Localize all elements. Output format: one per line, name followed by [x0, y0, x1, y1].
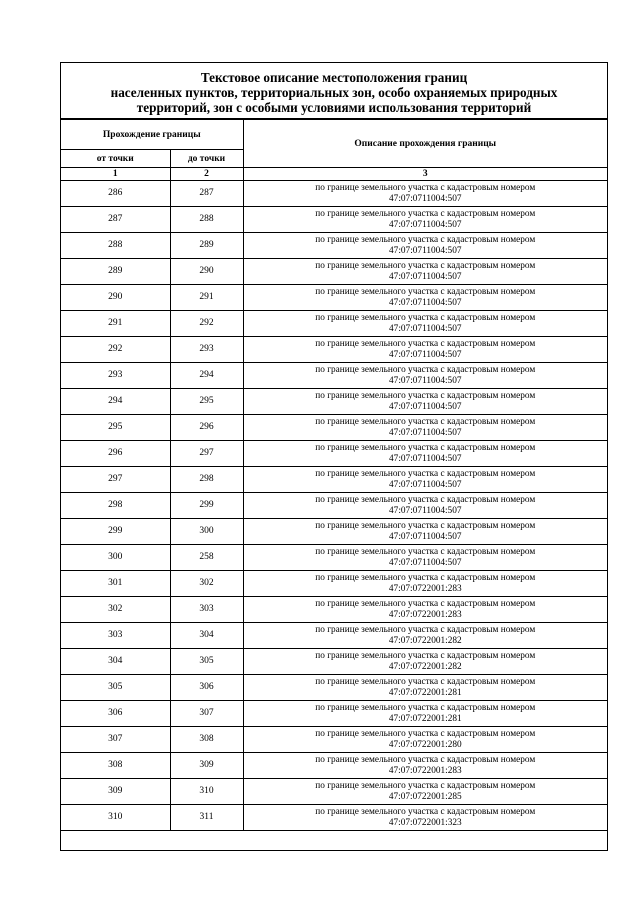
- from-point-cell: 289: [61, 259, 170, 285]
- table-row: [61, 805, 607, 831]
- table-row: [61, 493, 607, 519]
- column-number-row: [61, 168, 607, 181]
- to-point-cell: 294: [170, 363, 243, 389]
- header-row-top: [61, 120, 607, 150]
- description-text: по границе земельного участка с кадастровым номером: [315, 468, 536, 479]
- from-point-cell: 290: [61, 285, 170, 311]
- table-row: [61, 207, 607, 233]
- to-point-cell: 290: [170, 259, 243, 285]
- to-point-cell: 287: [170, 181, 243, 207]
- header-to-point: до точки: [170, 150, 243, 168]
- to-point-cell: 305: [170, 649, 243, 675]
- table-row: [61, 441, 607, 467]
- cadastral-number: 47:07:0722001:285: [388, 791, 462, 802]
- cadastral-number: 47:07:0722001:323: [388, 817, 462, 828]
- table-row: [61, 415, 607, 441]
- from-point-cell: 294: [61, 389, 170, 415]
- description-text: по границе земельного участка с кадастровым номером: [315, 338, 536, 349]
- cadastral-number: 47:07:0722001:282: [388, 635, 462, 646]
- description-text: по границе земельного участка с кадастровым номером: [315, 182, 536, 193]
- table-row: [61, 363, 607, 389]
- description-cell: [243, 545, 607, 571]
- cadastral-number: 47:07:0711004:507: [389, 557, 462, 568]
- table-row: [61, 571, 607, 597]
- header-description: Описание прохождения границы: [243, 120, 607, 168]
- from-point-cell: 295: [61, 415, 170, 441]
- description-text: по границе земельного участка с кадастровым номером: [315, 806, 536, 817]
- description-text: по границе земельного участка с кадастровым номером: [315, 494, 536, 505]
- cadastral-number: 47:07:0722001:282: [388, 661, 462, 672]
- description-cell: [243, 389, 607, 415]
- table-row: [61, 753, 607, 779]
- description-cell: [243, 337, 607, 363]
- from-point-cell: 288: [61, 233, 170, 259]
- to-point-cell: 297: [170, 441, 243, 467]
- to-point-cell: 306: [170, 675, 243, 701]
- description-cell: [243, 805, 607, 831]
- table-row: [61, 519, 607, 545]
- cadastral-number: 47:07:0722001:281: [388, 687, 462, 698]
- description-cell: [243, 701, 607, 727]
- to-point-cell: 289: [170, 233, 243, 259]
- column-number-1: 1: [61, 168, 170, 181]
- to-point-cell: 307: [170, 701, 243, 727]
- description-cell: [243, 519, 607, 545]
- from-point-cell: 297: [61, 467, 170, 493]
- from-point-cell: 299: [61, 519, 170, 545]
- description-text: по границе земельного участка с кадастровым номером: [315, 546, 536, 557]
- title-line-2: населенных пунктов, территориальных зон, особо охраняемых природных: [110, 85, 558, 100]
- to-point-cell: 293: [170, 337, 243, 363]
- cadastral-number: 47:07:0711004:507: [389, 401, 462, 412]
- cadastral-number: 47:07:0711004:507: [389, 323, 462, 334]
- table-row: [61, 311, 607, 337]
- document-frame: [60, 62, 608, 851]
- cadastral-number: 47:07:0722001:283: [388, 583, 462, 594]
- table-row: [61, 285, 607, 311]
- description-text: по границе земельного участка с кадастровым номером: [315, 702, 536, 713]
- from-point-cell: 305: [61, 675, 170, 701]
- description-cell: [243, 493, 607, 519]
- table-row: [61, 545, 607, 571]
- table-row: [61, 649, 607, 675]
- description-text: по границе земельного участка с кадастровым номером: [315, 416, 536, 427]
- to-point-cell: 296: [170, 415, 243, 441]
- description-text: по границе земельного участка с кадастровым номером: [315, 754, 536, 765]
- description-text: по границе земельного участка с кадастровым номером: [315, 260, 536, 271]
- cadastral-number: 47:07:0722001:283: [388, 609, 462, 620]
- from-point-cell: 306: [61, 701, 170, 727]
- cadastral-number: 47:07:0711004:507: [389, 271, 462, 282]
- description-text: по границе земельного участка с кадастровым номером: [315, 312, 536, 323]
- cadastral-number: 47:07:0711004:507: [389, 375, 462, 386]
- description-text: по границе земельного участка с кадастровым номером: [315, 624, 536, 635]
- from-point-cell: 287: [61, 207, 170, 233]
- from-point-cell: 291: [61, 311, 170, 337]
- description-cell: [243, 441, 607, 467]
- from-point-cell: 301: [61, 571, 170, 597]
- cadastral-number: 47:07:0722001:280: [388, 739, 462, 750]
- to-point-cell: 311: [170, 805, 243, 831]
- header-from-point: от точки: [61, 150, 170, 168]
- from-point-cell: 296: [61, 441, 170, 467]
- to-point-cell: 302: [170, 571, 243, 597]
- from-point-cell: 307: [61, 727, 170, 753]
- description-cell: [243, 571, 607, 597]
- document-title: [61, 63, 607, 119]
- description-text: по границе земельного участка с кадастровым номером: [315, 728, 536, 739]
- description-cell: [243, 415, 607, 441]
- table-row: [61, 701, 607, 727]
- table-row: [61, 233, 607, 259]
- from-point-cell: 302: [61, 597, 170, 623]
- table-row: [61, 597, 607, 623]
- from-point-cell: 292: [61, 337, 170, 363]
- description-cell: [243, 285, 607, 311]
- cadastral-number: 47:07:0711004:507: [389, 479, 462, 490]
- to-point-cell: 299: [170, 493, 243, 519]
- table-row: [61, 779, 607, 805]
- to-point-cell: 300: [170, 519, 243, 545]
- from-point-cell: 309: [61, 779, 170, 805]
- from-point-cell: 303: [61, 623, 170, 649]
- description-text: по границе земельного участка с кадастровым номером: [315, 572, 536, 583]
- to-point-cell: 309: [170, 753, 243, 779]
- from-point-cell: 300: [61, 545, 170, 571]
- cadastral-number: 47:07:0711004:507: [389, 531, 462, 542]
- table-row: [61, 389, 607, 415]
- description-cell: [243, 623, 607, 649]
- description-text: по границе земельного участка с кадастровым номером: [315, 390, 536, 401]
- from-point-cell: 310: [61, 805, 170, 831]
- cadastral-number: 47:07:0711004:507: [389, 297, 462, 308]
- boundary-table: [61, 119, 607, 831]
- table-row: [61, 467, 607, 493]
- description-cell: [243, 467, 607, 493]
- description-cell: [243, 259, 607, 285]
- from-point-cell: 293: [61, 363, 170, 389]
- description-cell: [243, 649, 607, 675]
- to-point-cell: 298: [170, 467, 243, 493]
- cadastral-number: 47:07:0711004:507: [389, 193, 462, 204]
- header-passage: Прохождение границы: [61, 120, 243, 150]
- cadastral-number: 47:07:0711004:507: [389, 219, 462, 230]
- description-text: по границе земельного участка с кадастровым номером: [315, 598, 536, 609]
- cadastral-number: 47:07:0722001:283: [388, 765, 462, 776]
- description-text: по границе земельного участка с кадастровым номером: [315, 208, 536, 219]
- from-point-cell: 308: [61, 753, 170, 779]
- to-point-cell: 258: [170, 545, 243, 571]
- description-text: по границе земельного участка с кадастровым номером: [315, 676, 536, 687]
- description-cell: [243, 233, 607, 259]
- column-number-2: 2: [170, 168, 243, 181]
- to-point-cell: 303: [170, 597, 243, 623]
- to-point-cell: 288: [170, 207, 243, 233]
- table-row: [61, 337, 607, 363]
- title-line-3: территорий, зон с особыми условиями использования территорий: [136, 100, 532, 115]
- cadastral-number: 47:07:0711004:507: [389, 245, 462, 256]
- column-number-3: 3: [243, 168, 607, 181]
- description-cell: [243, 181, 607, 207]
- description-cell: [243, 311, 607, 337]
- description-cell: [243, 363, 607, 389]
- table-row: [61, 675, 607, 701]
- cadastral-number: 47:07:0711004:507: [389, 427, 462, 438]
- cadastral-number: 47:07:0711004:507: [389, 453, 462, 464]
- description-text: по границе земельного участка с кадастровым номером: [315, 780, 536, 791]
- table-row: [61, 727, 607, 753]
- description-cell: [243, 597, 607, 623]
- cadastral-number: 47:07:0722001:281: [388, 713, 462, 724]
- table-row: [61, 181, 607, 207]
- description-cell: [243, 753, 607, 779]
- to-point-cell: 291: [170, 285, 243, 311]
- description-text: по границе земельного участка с кадастровым номером: [315, 286, 536, 297]
- description-cell: [243, 675, 607, 701]
- cadastral-number: 47:07:0711004:507: [389, 505, 462, 516]
- to-point-cell: 292: [170, 311, 243, 337]
- description-text: по границе земельного участка с кадастровым номером: [315, 520, 536, 531]
- description-cell: [243, 207, 607, 233]
- cadastral-number: 47:07:0711004:507: [389, 349, 462, 360]
- table-row: [61, 259, 607, 285]
- from-point-cell: 286: [61, 181, 170, 207]
- to-point-cell: 308: [170, 727, 243, 753]
- title-line-1: Текстовое описание местоположения границ: [200, 70, 468, 85]
- description-text: по границе земельного участка с кадастровым номером: [315, 364, 536, 375]
- description-text: по границе земельного участка с кадастровым номером: [315, 234, 536, 245]
- to-point-cell: 310: [170, 779, 243, 805]
- description-text: по границе земельного участка с кадастровым номером: [315, 442, 536, 453]
- from-point-cell: 304: [61, 649, 170, 675]
- from-point-cell: 298: [61, 493, 170, 519]
- description-cell: [243, 727, 607, 753]
- to-point-cell: 295: [170, 389, 243, 415]
- table-row: [61, 623, 607, 649]
- description-cell: [243, 779, 607, 805]
- to-point-cell: 304: [170, 623, 243, 649]
- description-text: по границе земельного участка с кадастровым номером: [315, 650, 536, 661]
